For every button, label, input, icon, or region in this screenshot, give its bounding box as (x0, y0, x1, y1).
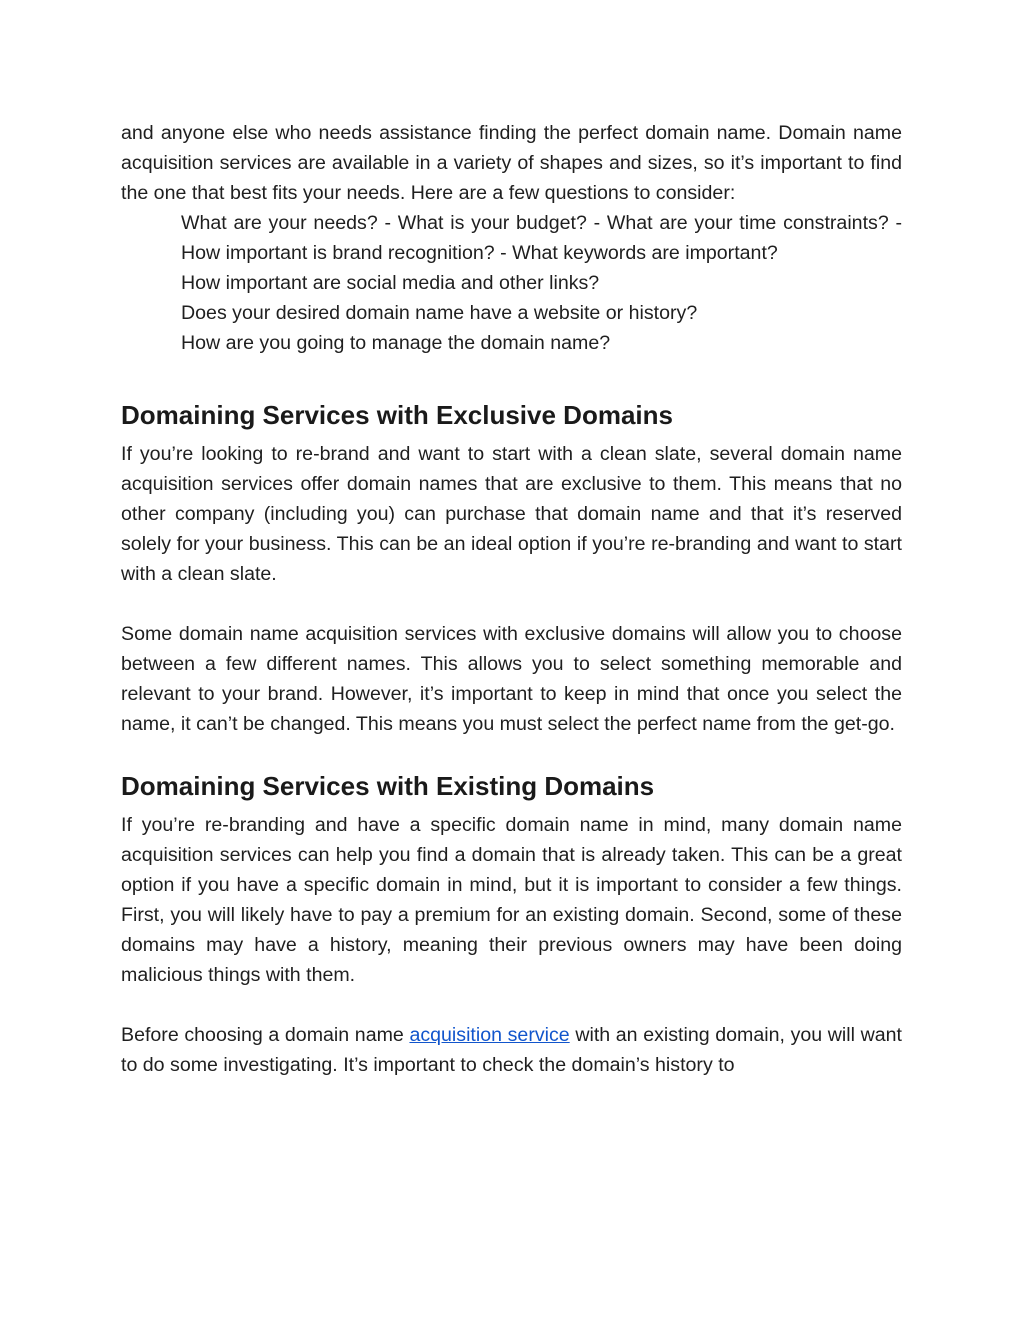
existing-paragraph-2-lead: Before choosing a domain name (121, 1024, 410, 1046)
paragraph-spacer (121, 990, 902, 1020)
section-heading-existing-domains: Domaining Services with Existing Domains (121, 771, 655, 801)
question-item: How are you going to manage the domain name? (181, 332, 611, 354)
acquisition-service-link[interactable]: acquisition service (409, 1024, 570, 1046)
existing-paragraph-2-tail: with an existing domain, you will want to do some investigating. It’s important to check the domain’s history to (121, 1024, 902, 1076)
intro-paragraph: and anyone else who needs assistance finding the perfect domain name. Domain name acquisition services are available in a variety of shapes and sizes, so it’s important to find the one that best fits your needs. Here are a few questions to consider: (121, 122, 902, 204)
exclusive-paragraph-1: If you’re looking to re-brand and want to start with a clean slate, several domain name acquisition services offer domain names that are exclusive to them. This means that no other company (including you) can purchase that domain name and that it’s reserved solely for your business. This can be an ideal option if you’re re-branding and want to start with a clean slate. (121, 443, 902, 585)
paragraph-spacer (121, 589, 902, 619)
document-page (121, 118, 902, 1080)
section-heading-exclusive-domains: Domaining Services with Exclusive Domains (121, 400, 673, 430)
questions-list (181, 208, 902, 358)
question-item: Does your desired domain name have a website or history? (181, 302, 698, 324)
question-item: What are your needs? - What is your budget? - What are your time constraints? - How important is brand recognition? - What keywords are important? (181, 212, 902, 264)
exclusive-paragraph-2: Some domain name acquisition services with exclusive domains will allow you to choose between a few different names. This allows you to select something memorable and relevant to your brand. However, it’s important to keep in mind that once you select the name, it can’t be changed. This means you must select the perfect name from the get-go. (121, 623, 902, 735)
existing-paragraph-1: If you’re re-branding and have a specific domain name in mind, many domain name acquisition services can help you find a domain that is already taken. This can be a great option if you have a specific domain in mind, but it is important to consider a few things. First, you will likely have to pay a premium for an existing domain. Second, some of these domains may have a history, meaning their previous owners may have been doing malicious things with them. (121, 814, 902, 986)
existing-paragraph-2 (121, 1020, 902, 1080)
question-item: How important are social media and other links? (181, 272, 600, 294)
